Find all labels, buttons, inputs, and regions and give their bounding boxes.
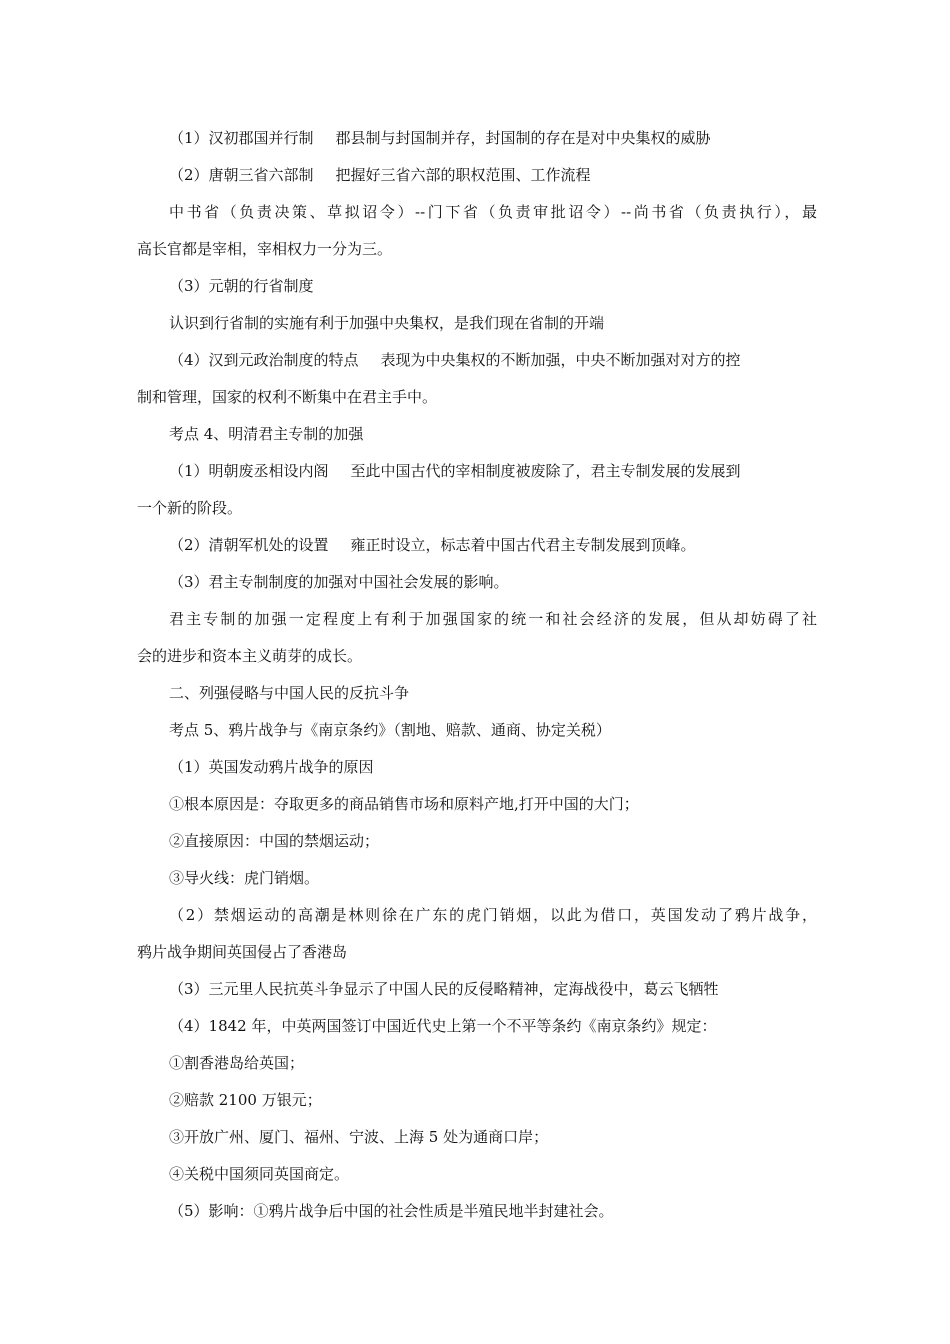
item-title: （2）清朝军机处的设置 <box>169 536 329 554</box>
list-item-tariffs: ④关税中国须同英国商定。 <box>169 1165 350 1183</box>
paragraph-autocracy-impact-line2: 会的进步和资本主义萌芽的成长。 <box>137 647 363 665</box>
list-item-cede-hongkong: ①割香港岛给英国； <box>169 1054 305 1072</box>
paragraph-three-departments-line1: 中书省（负责决策、草拟诏令）--门下省（负责审批诏令）--尚书省（负责执行），最 <box>169 203 817 221</box>
item-title: （4）汉到元政治制度的特点 <box>169 351 359 369</box>
paragraph-war-causes-heading: （1）英国发动鸦片战争的原因 <box>169 758 374 776</box>
paragraph-nanjing-treaty: （4）1842 年，中英两国签订中国近代史上第一个不平等条约《南京条约》规定： <box>169 1017 717 1035</box>
document-body <box>137 120 817 1230</box>
list-item-direct-cause: ②直接原因：中国的禁烟运动； <box>169 832 380 850</box>
paragraph-autocracy-impact-line1: 君主专制的加强一定程度上有利于加强国家的统一和社会经济的发展，但从却妨碍了社 <box>169 610 817 628</box>
item-desc: 雍正时设立，标志着中国古代君主专制发展到顶峰。 <box>350 536 696 554</box>
section-heading-part2: 二、列强侵略与中国人民的反抗斗争 <box>169 684 410 702</box>
paragraph-three-departments-line2: 高长官都是宰相，宰相权力一分为三。 <box>137 240 393 258</box>
section-heading-point4: 考点 4、明清君主专制的加强 <box>169 425 364 443</box>
list-item-trigger: ③导火线：虎门销烟。 <box>169 869 320 887</box>
item-title: （2）唐朝三省六部制 <box>169 166 314 184</box>
item-title: （1）明朝废丞相设内阁 <box>169 462 329 480</box>
paragraph-han-system <box>137 120 817 157</box>
paragraph-opium-ban-line2: 鸦片战争期间英国侵占了香港岛 <box>137 943 348 961</box>
paragraph-ming-cabinet-line1 <box>137 453 817 490</box>
paragraph-ming-cabinet-line2: 一个新的阶段。 <box>137 499 243 517</box>
paragraph-qing-council <box>137 527 817 564</box>
paragraph-yuan-heading: （3）元朝的行省制度 <box>169 277 314 295</box>
item-desc: 至此中国古代的宰相制度被废除了，君主专制发展的发展到 <box>350 462 741 480</box>
paragraph-autocracy-impact-heading: （3）君主专制制度的加强对中国社会发展的影响。 <box>169 573 509 591</box>
item-title: （1）汉初郡国并行制 <box>169 129 314 147</box>
paragraph-opium-ban-line1: （2）禁烟运动的高潮是林则徐在广东的虎门销烟，以此为借口，英国发动了鸦片战争， <box>169 906 817 924</box>
item-desc: 把握好三省六部的职权范围、工作流程 <box>335 166 591 184</box>
paragraph-han-yuan-features-line1 <box>137 342 817 379</box>
paragraph-sanyuanli: （3）三元里人民抗英斗争显示了中国人民的反侵略精神，定海战役中，葛云飞牺牲 <box>169 980 719 998</box>
paragraph-yuan-desc: 认识到行省制的实施有利于加强中央集权，是我们现在省制的开端 <box>169 314 605 332</box>
section-heading-point5: 考点 5、鸦片战争与《南京条约》（割地、赔款、通商、协定关税） <box>169 721 611 739</box>
item-desc: 郡县制与封国制并存，封国制的存在是对中央集权的威胁 <box>335 129 711 147</box>
list-item-root-cause: ①根本原因是：夺取更多的商品销售市场和原料产地,打开中国的大门； <box>169 795 639 813</box>
paragraph-impact: （5）影响：①鸦片战争后中国的社会性质是半殖民地半封建社会。 <box>169 1202 614 1220</box>
list-item-indemnity: ②赔款 2100 万银元； <box>169 1091 322 1109</box>
paragraph-tang-system <box>137 157 817 194</box>
paragraph-han-yuan-features-line2: 制和管理，国家的权利不断集中在君主手中。 <box>137 388 438 406</box>
item-desc: 表现为中央集权的不断加强，中央不断加强对对方的控 <box>380 351 741 369</box>
list-item-treaty-ports: ③开放广州、厦门、福州、宁波、上海 5 处为通商口岸； <box>169 1128 549 1146</box>
